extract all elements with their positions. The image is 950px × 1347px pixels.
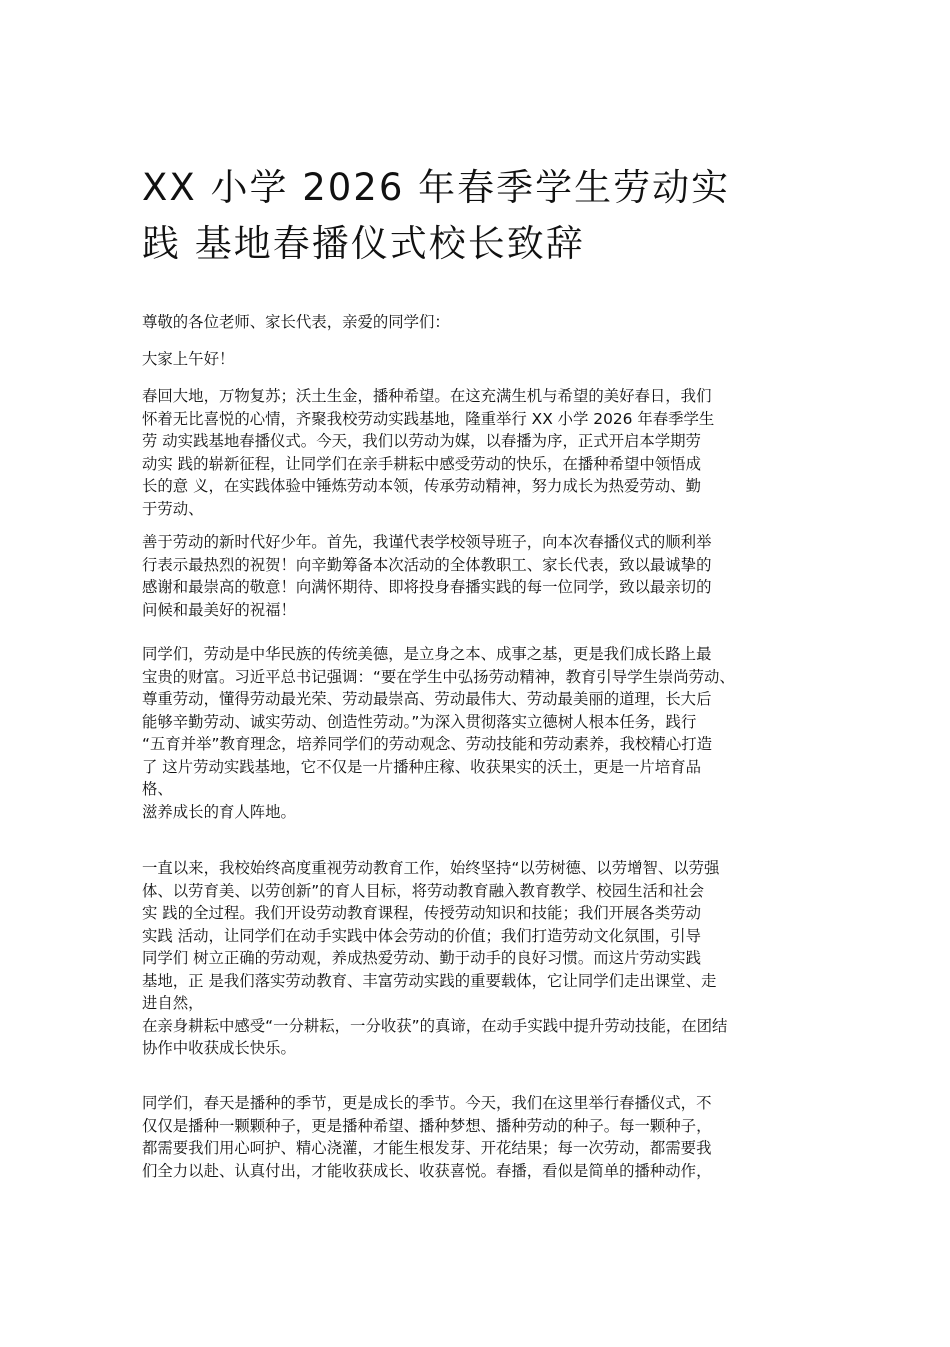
paragraph-line: 行表示最热烈的祝贺！向辛勤筹备本次活动的全体教职工、家长代表，致以最诚挚的 [142, 555, 712, 574]
title-line: 践 基地春播仪式校长致辞 [142, 222, 585, 265]
paragraph-line: 滋养成长的育人阵地。 [142, 802, 296, 821]
paragraph-line: 一直以来，我校始终高度重视劳动教育工作，始终坚持“以劳树德、以劳增智、以劳强 [142, 859, 720, 877]
title-line: XX 小学 2026 年春季学生劳动实 [142, 166, 731, 209]
paragraph-line: 春回大地，万物复苏；沃土生金，播种希望。在这充满生机与希望的美好春日，我们 [142, 387, 712, 405]
paragraph [142, 643, 812, 823]
paragraph-line: 都需要我们用心呵护、精心浇灌，才能生根发芽、开花结果；每一次劳动，都需要我 [142, 1139, 712, 1157]
paragraph-line: 仅仅是播种一颗颗种子，更是播种希望、播种梦想、播种劳动的种子。每一颗种子， [142, 1116, 712, 1135]
paragraph-line: 同学们，春天是播种的季节，更是成长的季节。今天，我们在这里举行春播仪式，不 [142, 1094, 712, 1112]
paragraph-line: 能够辛勤劳动、诚实劳动、创造性劳动。”为深入贯彻落实立德树人根本任务，践行 [142, 712, 697, 731]
paragraph-line: 实 践的全过程。我们开设劳动教育课程，传授劳动知识和技能；我们开展各类劳动 [142, 904, 701, 922]
paragraph-line: 格、 [142, 780, 173, 798]
paragraph-line: 实践 活动，让同学们在动手实践中体会劳动的价值；我们打造劳动文化氛围，引导 [142, 926, 701, 945]
paragraph-line: 长的意 义，在实践体验中锤炼劳动本领，传承劳动精神，努力成长为热爱劳动、勤 [142, 477, 701, 495]
paragraph-line: 善于劳动的新时代好少年。首先，我谨代表学校领导班子，向本次春播仪式的顺利举 [142, 533, 712, 551]
paragraph-line: 进自然， [142, 994, 204, 1012]
paragraph [142, 385, 812, 520]
paragraph-line: 同学们 树立正确的劳动观，养成热爱劳动、勤于动手的良好习惯。而这片劳动实践 [142, 949, 701, 967]
paragraph-line: 问候和最美好的祝福！ [142, 600, 296, 619]
paragraph-line: 协作中收获成长快乐。 [142, 1039, 296, 1057]
paragraph-line: 感谢和最崇高的敬意！向满怀期待、即将投身春播实践的每一位同学，致以最亲切的 [142, 578, 712, 596]
greeting [142, 348, 812, 371]
paragraph-line: 尊重劳动，懂得劳动最光荣、劳动最崇高、劳动最伟大、劳动最美丽的道理，长大后 [142, 690, 712, 708]
paragraph-line: 了 这片劳动实践基地，它不仅是一片播种庄稼、收获果实的沃土，更是一片培育品 [142, 757, 701, 776]
greeting-text: 大家上午好！ [142, 350, 235, 368]
salutation-text: 尊敬的各位老师、家长代表，亲爱的同学们： [142, 313, 450, 331]
paragraph-line: 在亲身耕耘中感受“一分耕耘，一分收获”的真谛，在动手实践中提升劳动技能，在团结 [142, 1016, 728, 1035]
paragraph [142, 531, 812, 621]
paragraph-line: 劳 动实践基地春播仪式。今天，我们以劳动为媒，以春播为序，正式开启本学期劳 [142, 432, 701, 450]
paragraph-line: 基地，正 是我们落实劳动教育、丰富劳动实践的重要载体，它让同学们走出课堂、走 [142, 971, 717, 990]
paragraph-line: 动实 践的崭新征程，让同学们在亲手耕耘中感受劳动的快乐，在播种希望中领悟成 [142, 454, 701, 473]
paragraph-line: 怀着无比喜悦的心情，齐聚我校劳动实践基地，隆重举行 XX 小学 2026 年春季学生 [142, 409, 715, 428]
paragraph [142, 857, 812, 1060]
document-title [142, 160, 802, 272]
paragraph-line: 于劳动、 [142, 499, 204, 518]
paragraph-line: 同学们，劳动是中华民族的传统美德，是立身之本、成事之基，更是我们成长路上最 [142, 645, 712, 663]
paragraph-line: 们全力以赴、认真付出，才能收获成长、收获喜悦。春播，看似是简单的播种动作， [142, 1161, 712, 1180]
salutation [142, 311, 812, 334]
paragraph [142, 1092, 812, 1182]
paragraph-line: “五育并举”教育理念，培养同学们的劳动观念、劳动技能和劳动素养，我校精心打造 [142, 735, 713, 753]
paragraph-line: 体、以劳育美、以劳创新”的育人目标，将劳动教育融入教育教学、校园生活和社会 [142, 881, 705, 900]
paragraph-line: 宝贵的财富。习近平总书记强调：“要在学生中弘扬劳动精神，教育引导学生崇尚劳动、 [142, 667, 735, 686]
